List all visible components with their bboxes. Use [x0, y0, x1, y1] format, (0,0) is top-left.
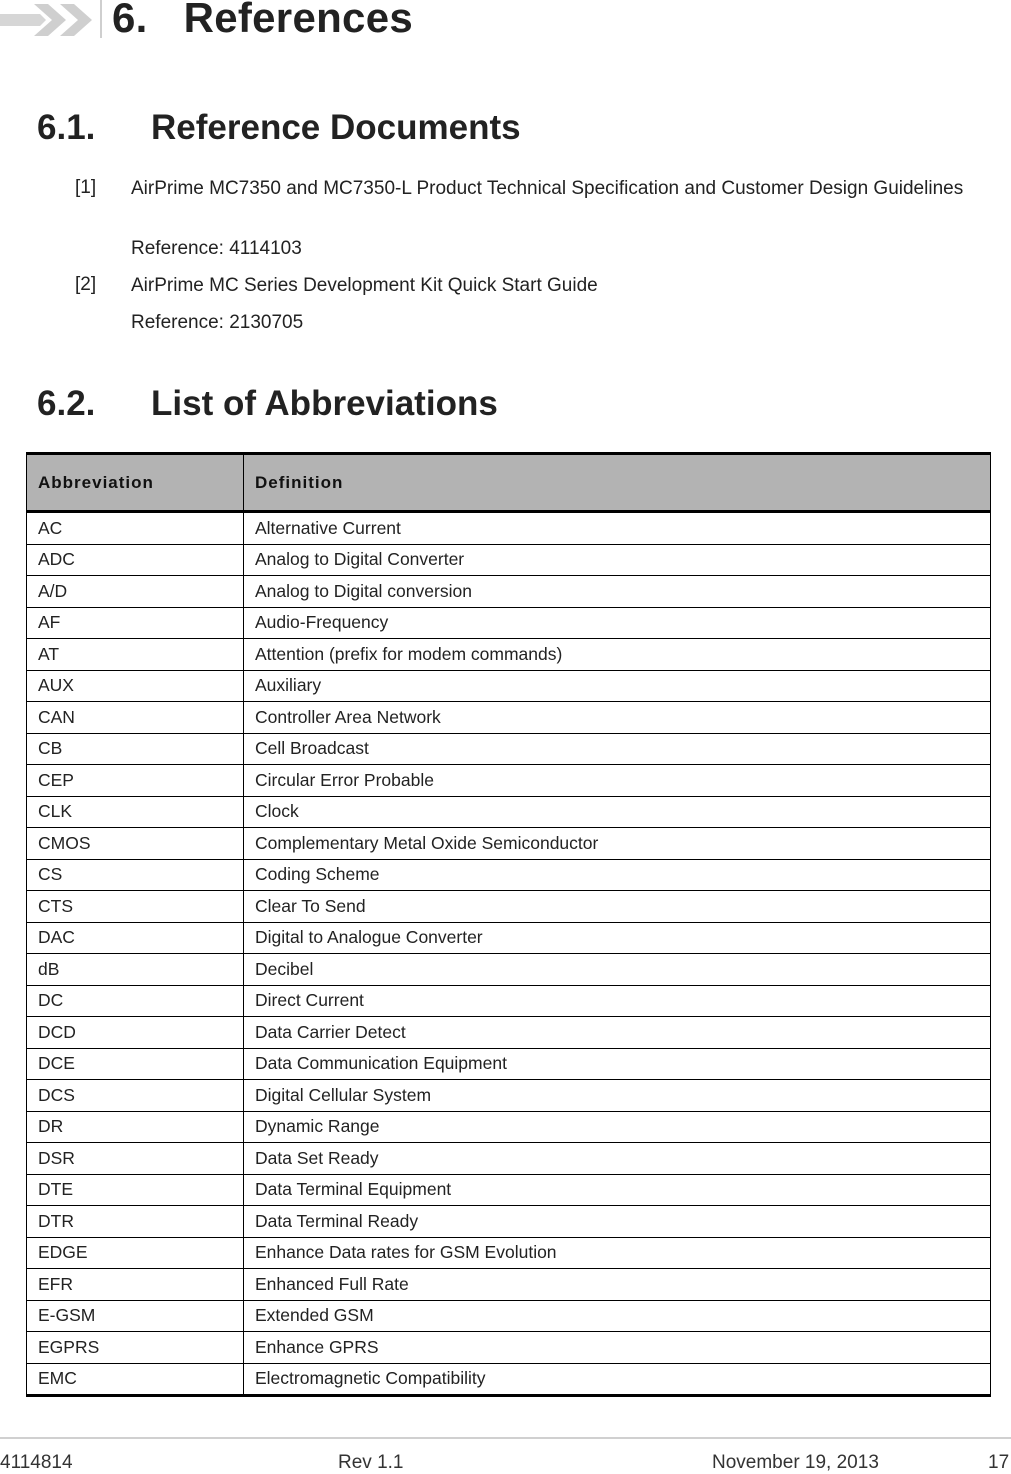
abbreviation-cell: CMOS — [27, 828, 244, 860]
abbreviation-cell: DR — [27, 1111, 244, 1143]
column-header-abbreviation: Abbreviation — [27, 454, 244, 512]
column-header-definition: Definition — [244, 454, 991, 512]
abbreviation-cell: dB — [27, 954, 244, 986]
definition-cell: Extended GSM — [244, 1300, 991, 1332]
abbreviation-cell: CS — [27, 859, 244, 891]
abbreviation-cell: DTR — [27, 1206, 244, 1238]
table-row — [27, 1017, 991, 1049]
table-row — [27, 670, 991, 702]
abbreviation-cell: CB — [27, 733, 244, 765]
definition-cell: Enhance Data rates for GSM Evolution — [244, 1237, 991, 1269]
definition-cell: Data Carrier Detect — [244, 1017, 991, 1049]
abbreviation-cell: ADC — [27, 544, 244, 576]
table-row — [27, 1206, 991, 1238]
footer-page-number: 17 — [988, 1452, 1010, 1473]
abbreviation-cell: EFR — [27, 1269, 244, 1301]
definition-cell: Complementary Metal Oxide Semiconductor — [244, 828, 991, 860]
definition-cell: Cell Broadcast — [244, 733, 991, 765]
definition-cell: Direct Current — [244, 985, 991, 1017]
table-row — [27, 985, 991, 1017]
abbreviation-cell: DTE — [27, 1174, 244, 1206]
abbreviation-cell: EGPRS — [27, 1332, 244, 1364]
footer-doc-number: 4114814 — [0, 1452, 73, 1473]
abbreviation-cell: CLK — [27, 796, 244, 828]
abbreviation-cell: EMC — [27, 1363, 244, 1396]
abbreviation-cell: AT — [27, 639, 244, 671]
table-row — [27, 765, 991, 797]
table-row — [27, 1174, 991, 1206]
table-row — [27, 512, 991, 545]
table-row — [27, 1237, 991, 1269]
abbreviation-cell: DC — [27, 985, 244, 1017]
table-row — [27, 796, 991, 828]
definition-cell: Auxiliary — [244, 670, 991, 702]
table-row — [27, 1363, 991, 1396]
abbreviation-cell: CAN — [27, 702, 244, 734]
definition-cell: Decibel — [244, 954, 991, 986]
abbreviation-cell: A/D — [27, 576, 244, 608]
reference-title: AirPrime MC7350 and MC7350-L Product Technical Specification and Customer Design Guidelines — [131, 178, 964, 199]
table-row — [27, 1143, 991, 1175]
abbreviation-cell: AC — [27, 512, 244, 545]
definition-cell: Alternative Current — [244, 512, 991, 545]
table-row — [27, 1332, 991, 1364]
table-row — [27, 891, 991, 923]
definition-cell: Circular Error Probable — [244, 765, 991, 797]
definition-cell: Data Set Ready — [244, 1143, 991, 1175]
abbreviation-cell: EDGE — [27, 1237, 244, 1269]
section-title-reference-documents: 6.1. Reference Documents — [37, 108, 521, 147]
definition-cell: Dynamic Range — [244, 1111, 991, 1143]
footer-divider — [0, 1437, 1011, 1439]
abbreviation-cell: E-GSM — [27, 1300, 244, 1332]
table-header-row — [27, 454, 991, 512]
reference-id: Reference: 4114103 — [131, 238, 302, 259]
table-row — [27, 954, 991, 986]
definition-cell: Analog to Digital Converter — [244, 544, 991, 576]
abbreviations-table — [26, 452, 991, 1397]
abbreviation-cell: DCD — [27, 1017, 244, 1049]
chapter-title: 6. References — [112, 0, 414, 41]
reference-title: AirPrime MC Series Development Kit Quick Start Guide — [131, 275, 598, 296]
definition-cell: Coding Scheme — [244, 859, 991, 891]
definition-cell: Electromagnetic Compatibility — [244, 1363, 991, 1396]
table-row — [27, 1269, 991, 1301]
section-title-abbreviations: 6.2. List of Abbreviations — [37, 384, 498, 423]
abbreviation-cell: DSR — [27, 1143, 244, 1175]
definition-cell: Enhance GPRS — [244, 1332, 991, 1364]
abbreviation-cell: DCS — [27, 1080, 244, 1112]
definition-cell: Enhanced Full Rate — [244, 1269, 991, 1301]
definition-cell: Digital to Analogue Converter — [244, 922, 991, 954]
reference-id: Reference: 2130705 — [131, 312, 304, 333]
table-row — [27, 733, 991, 765]
table-row — [27, 607, 991, 639]
definition-cell: Clear To Send — [244, 891, 991, 923]
definition-cell: Digital Cellular System — [244, 1080, 991, 1112]
definition-cell: Analog to Digital conversion — [244, 576, 991, 608]
definition-cell: Data Communication Equipment — [244, 1048, 991, 1080]
table-row — [27, 922, 991, 954]
table-row — [27, 1080, 991, 1112]
table-row — [27, 1111, 991, 1143]
abbreviation-cell: CTS — [27, 891, 244, 923]
definition-cell: Clock — [244, 796, 991, 828]
abbreviation-cell: CEP — [27, 765, 244, 797]
reference-number: [2] — [75, 274, 97, 295]
table-row — [27, 639, 991, 671]
definition-cell: Controller Area Network — [244, 702, 991, 734]
abbreviation-cell: AUX — [27, 670, 244, 702]
table-body — [27, 512, 991, 1396]
footer-revision: Rev 1.1 — [338, 1452, 404, 1473]
abbreviation-cell: AF — [27, 607, 244, 639]
abbreviation-cell: DCE — [27, 1048, 244, 1080]
table-row — [27, 1048, 991, 1080]
definition-cell: Audio-Frequency — [244, 607, 991, 639]
reference-number: [1] — [75, 177, 97, 198]
table-row — [27, 576, 991, 608]
chapter-chevron-icon — [0, 0, 104, 44]
table-row — [27, 1300, 991, 1332]
footer-date: November 19, 2013 — [712, 1452, 879, 1473]
definition-cell: Data Terminal Ready — [244, 1206, 991, 1238]
table-row — [27, 859, 991, 891]
table-row — [27, 544, 991, 576]
table-row — [27, 828, 991, 860]
definition-cell: Attention (prefix for modem commands) — [244, 639, 991, 671]
definition-cell: Data Terminal Equipment — [244, 1174, 991, 1206]
table-row — [27, 702, 991, 734]
abbreviation-cell: DAC — [27, 922, 244, 954]
